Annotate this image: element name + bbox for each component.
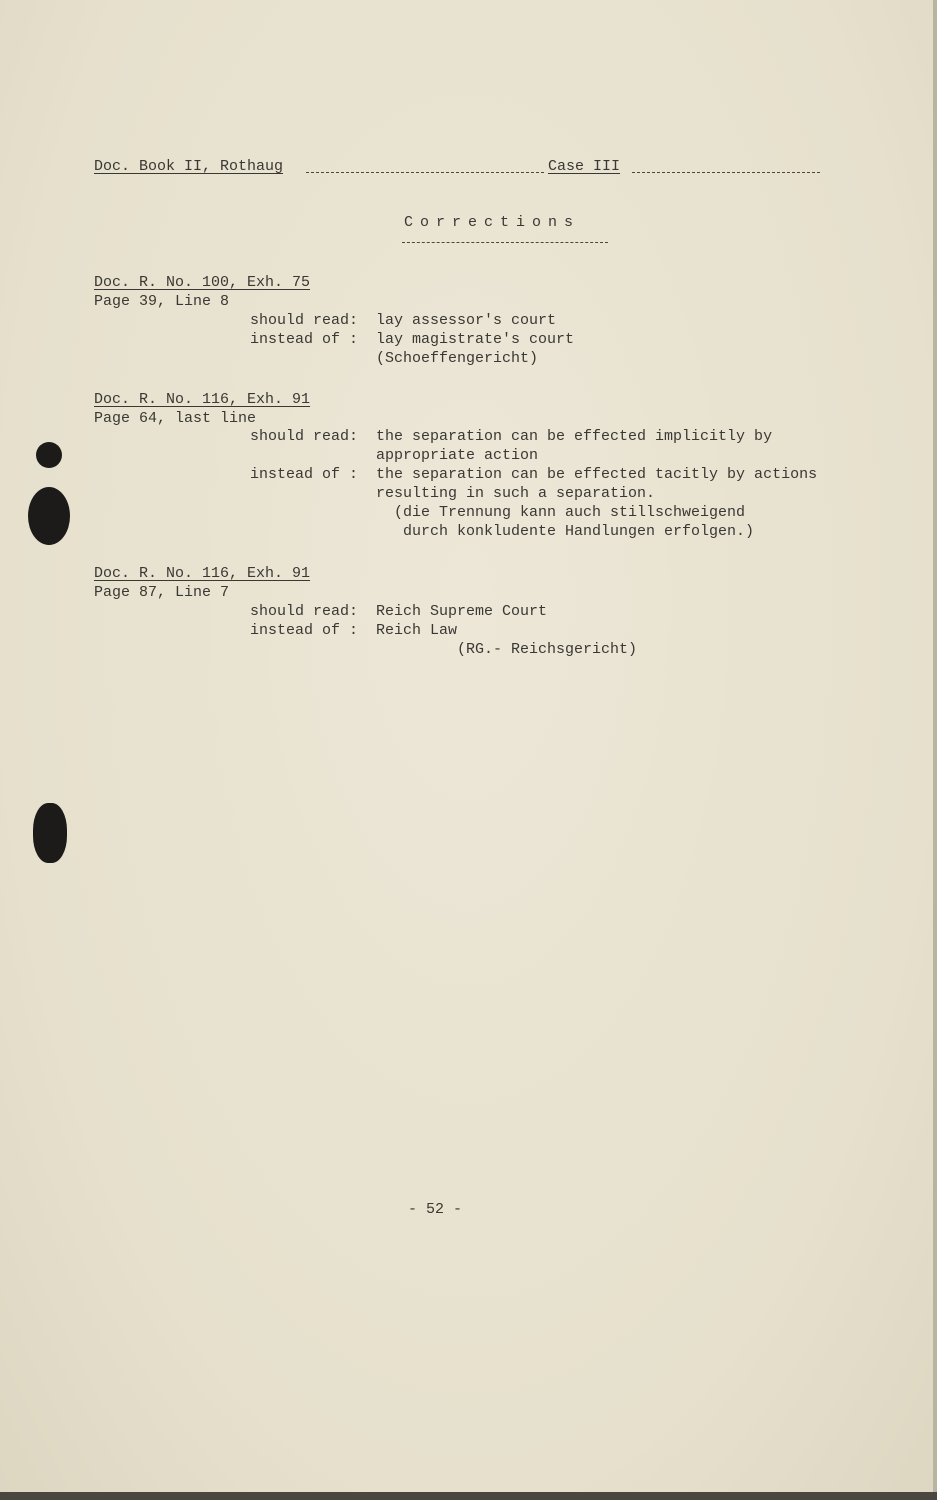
should-read-text: appropriate action	[376, 447, 539, 464]
instead-of-text: (die Trennung kann auch stillschweigend	[376, 504, 746, 521]
entry-ref: Doc. R. No. 100, Exh. 75	[94, 274, 311, 291]
punch-hole-top	[36, 442, 62, 468]
should-read-text: Reich Supreme Court	[376, 603, 548, 620]
page-bottom-edge	[0, 1492, 937, 1500]
should-read-label: should read:	[249, 428, 358, 445]
header-doc-ref: Doc. Book II, Rothaug	[94, 158, 284, 175]
instead-of-text: lay magistrate's court	[376, 331, 575, 348]
entry-location: Page 39, Line 8	[94, 293, 230, 310]
instead-of-label: instead of :	[249, 622, 358, 639]
header-case: Case III	[548, 158, 621, 175]
should-read-label: should read:	[249, 603, 358, 620]
should-read-text: lay assessor's court	[376, 312, 557, 329]
instead-of-text: durch konkludente Handlungen erfolgen.)	[376, 523, 755, 540]
instead-of-text: resulting in such a separation.	[376, 485, 656, 502]
page-title: Corrections	[404, 214, 581, 231]
title-underline	[402, 242, 608, 243]
instead-of-label: instead of :	[249, 466, 358, 483]
page-edge	[933, 0, 937, 1500]
punch-hole-lower	[33, 803, 67, 863]
instead-of-text: (Schoeffengericht)	[376, 350, 539, 367]
header-dash-1	[306, 172, 544, 173]
instead-of-text: (RG.- Reichsgericht)	[376, 641, 638, 658]
entry-location: Page 64, last line	[94, 410, 257, 427]
should-read-label: should read:	[249, 312, 358, 329]
header-dash-2	[632, 172, 820, 173]
instead-of-text: Reich Law	[376, 622, 458, 639]
instead-of-label: instead of :	[249, 331, 358, 348]
punch-hole-upper	[28, 487, 70, 545]
entry-ref: Doc. R. No. 116, Exh. 91	[94, 391, 311, 408]
entry-ref: Doc. R. No. 116, Exh. 91	[94, 565, 311, 582]
instead-of-text: the separation can be effected tacitly by actions	[376, 466, 818, 483]
page-number: - 52 -	[408, 1201, 463, 1218]
should-read-text: the separation can be effected implicitly by	[376, 428, 773, 445]
entry-location: Page 87, Line 7	[94, 584, 230, 601]
